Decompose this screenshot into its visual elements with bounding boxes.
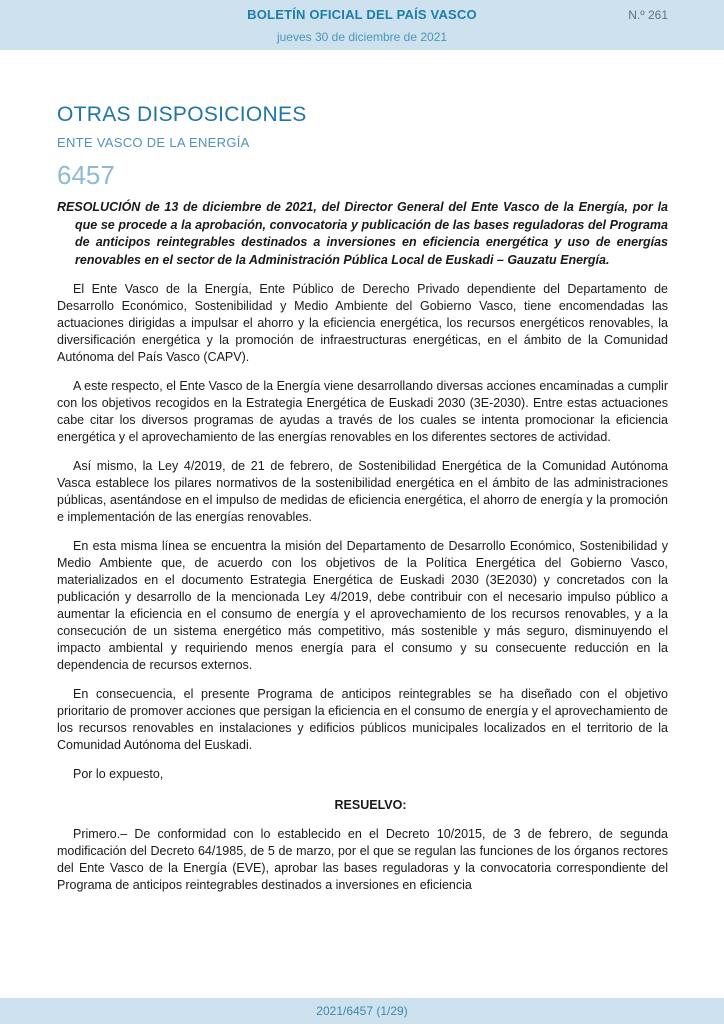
paragraph: En esta misma línea se encuentra la misión del Departamento de Desarrollo Económico, Sostenibilidad y Medio Ambiente que, de acuerdo con los objetivos de la Política Energética del Gobierno Vasco, materializados en el documento Estrategia Energética de Euskadi 2030 (3E2030) y concretados con la publicación y desarrollo de la mencionada Ley 4/2019, debe contribuir con el necesario impulso público a aumentar la eficiencia en el consumo de energía y el aprovechamiento de los recursos renovables, y a la consecución de un sistema energético más competitivo, más sostenible y más seguro, disminuyendo el impacto ambiental y requiriendo menos energía para el consumo y su consecuente reducción en la dependencia de recursos externos. bbox=[57, 539, 668, 672]
paragraph: Por lo expuesto, bbox=[73, 767, 164, 781]
section-organization: ENTE VASCO DE LA ENERGÍA bbox=[57, 135, 250, 150]
paragraph: Primero.– De conformidad con lo establecido en el Decreto 10/2015, de 3 de febrero, de segunda modificación del Decreto 64/1985, de 5 de marzo, por el que se regulan las funciones de los órganos rectores del Ente Vasco de la Energía (EVE), aprobar las bases reguladoras y la convocatoria correspondiente del Programa de anticipos reintegrables destinados a inversiones en eficiencia bbox=[57, 827, 668, 892]
paragraph: En consecuencia, el presente Programa de anticipos reintegrables se ha diseñado con el objetivo prioritario de promover acciones que persigan la eficiencia en el consumo de energía y el aprovechamiento de los recursos renovables en instalaciones y edificios públicos municipales localizados en el territorio de la Comunidad Autónoma del Euskadi. bbox=[57, 687, 668, 752]
footer-reference: 2021/6457 (1/29) bbox=[316, 1004, 408, 1018]
paragraph: Así mismo, la Ley 4/2019, de 21 de febrero, de Sostenibilidad Energética de la Comunidad Autónoma Vasca establece los pilares normativos de la sostenibilidad energética en el ámbito de las administraciones públicas, asentándose en el impulso de medidas de eficiencia energética, el ahorro de energía y la promoción e implementación de las energías renovables. bbox=[57, 459, 668, 524]
issue-number: N.º 261 bbox=[628, 8, 668, 22]
bulletin-footer-band bbox=[0, 998, 724, 1024]
resuelvo-heading: RESUELVO: bbox=[334, 798, 407, 812]
resolution-heading: RESOLUCIÓN de 13 de diciembre de 2021, del Director General del Ente Vasco de la Energía, por la que se procede a la aprobación, convocatoria y publicación de las bases reguladoras del Programa de anticipos reintegrables destinados a inversiones en eficiencia energética y uso de energías renovables en el sector de la Administración Pública Local de Euskadi – Gauzatu Energía. bbox=[57, 200, 668, 267]
header-row-top bbox=[0, 0, 724, 26]
paragraph: A este respecto, el Ente Vasco de la Energía viene desarrollando diversas acciones encaminadas a cumplir con los objetivos recogidos en la Estrategia Energética de Euskadi 2030 (3E-2030). Entre estas actuaciones cabe citar los diversos programas de ayudas a través de los cuales se intenta promocionar la eficiencia energética y el aprovechamiento de las energías renovables en los diferentes sectores de actividad. bbox=[57, 379, 668, 444]
section-heading-block bbox=[57, 103, 668, 191]
document-body bbox=[57, 199, 668, 906]
bulletin-title: BOLETÍN OFICIAL DEL PAÍS VASCO bbox=[247, 7, 477, 22]
paragraph: El Ente Vasco de la Energía, Ente Público de Derecho Privado dependiente del Departamento de Desarrollo Económico, Sostenibilidad y Medio Ambiente del Gobierno Vasco, tiene encomendadas las actuaciones dirigidas a impulsar el ahorro y la eficiencia energética, los recursos energéticos renovables, la diversificación energética y la promoción de infraestructuras energéticas, en el ámbito de la Comunidad Autónoma del País Vasco (CAPV). bbox=[57, 282, 668, 364]
bulletin-header-band bbox=[0, 0, 724, 50]
bulletin-date: jueves 30 de diciembre de 2021 bbox=[276, 30, 448, 44]
section-title: OTRAS DISPOSICIONES bbox=[57, 103, 307, 126]
document-number: 6457 bbox=[57, 160, 115, 190]
